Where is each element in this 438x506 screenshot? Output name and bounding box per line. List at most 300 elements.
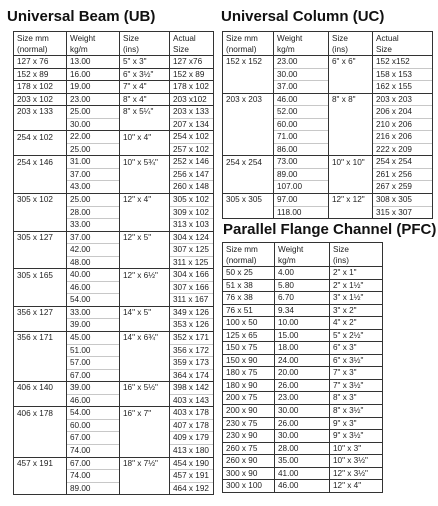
size-mm-cell (14, 470, 67, 483)
size-mm-cell (14, 181, 67, 194)
weight-cell: 97.00 (274, 194, 329, 207)
weight-cell: 46.00 (275, 480, 330, 493)
actual-size-cell: 210 x 206 (373, 118, 433, 131)
size-ins-cell (120, 219, 170, 232)
size-mm-cell (223, 106, 274, 119)
size-mm-cell: 50 x 25 (223, 267, 275, 280)
size-mm-cell: 406 x 140 (14, 382, 67, 395)
size-mm-cell (14, 394, 67, 407)
size-ins-cell (329, 81, 373, 94)
actual-size-cell: 364 x 174 (170, 369, 214, 382)
column-header: Size (329, 32, 373, 45)
actual-size-cell: 304 x 124 (170, 231, 214, 244)
weight-cell: 20.00 (275, 367, 330, 380)
size-mm-cell: 127 x 76 (14, 56, 67, 69)
weight-cell: 25.00 (67, 194, 120, 207)
size-mm-cell (14, 219, 67, 232)
weight-cell: 26.00 (275, 379, 330, 392)
size-mm-cell: 180 x 75 (223, 367, 275, 380)
size-ins-cell: 8" x 3" (330, 392, 383, 405)
size-ins-cell (120, 482, 170, 495)
table-row (223, 181, 433, 194)
size-mm-cell (14, 432, 67, 445)
table-row (14, 106, 214, 119)
header-row (223, 32, 433, 45)
column-header: Weight (275, 243, 330, 256)
actual-size-cell: 457 x 191 (170, 470, 214, 483)
actual-size-cell: 403 x 143 (170, 394, 214, 407)
weight-cell: 25.00 (67, 143, 120, 156)
size-ins-cell: 14" x 5" (120, 306, 170, 319)
size-mm-cell: 254 x 102 (14, 131, 67, 144)
weight-cell: 26.00 (275, 417, 330, 430)
column-header: kg/m (274, 44, 329, 56)
weight-cell: 33.00 (67, 219, 120, 232)
size-mm-cell (223, 143, 274, 156)
actual-size-cell: 307 x 125 (170, 244, 214, 257)
size-mm-cell: 150 x 90 (223, 354, 275, 367)
size-mm-cell: 356 x 127 (14, 306, 67, 319)
table-row (223, 304, 383, 317)
size-ins-cell (120, 319, 170, 332)
size-ins-cell: 8" x 5¼" (120, 106, 170, 119)
table-row (14, 419, 214, 432)
actual-size-cell: 158 x 153 (373, 68, 433, 81)
size-ins-cell (120, 181, 170, 194)
weight-cell: 52.00 (274, 106, 329, 119)
size-mm-cell: 152 x 152 (223, 56, 274, 69)
size-mm-cell (223, 168, 274, 181)
weight-cell: 74.00 (67, 470, 120, 483)
uc-table (222, 31, 433, 219)
size-ins-cell: 12" x 6½" (120, 269, 170, 282)
weight-cell: 28.00 (275, 442, 330, 455)
size-ins-cell: 12" x 5" (120, 231, 170, 244)
actual-size-cell: 207 x 134 (170, 118, 214, 131)
actual-size-cell: 178 x 102 (170, 81, 214, 94)
size-mm-cell: 203 x 102 (14, 93, 67, 106)
weight-cell: 6.70 (275, 292, 330, 305)
column-header: Actual (170, 32, 214, 45)
weight-cell: 30.00 (67, 118, 120, 131)
size-mm-cell: 203 x 203 (223, 93, 274, 106)
size-mm-cell: 305 x 127 (14, 231, 67, 244)
actual-size-cell: 308 x 305 (373, 194, 433, 207)
size-ins-cell (329, 106, 373, 119)
size-ins-cell (120, 444, 170, 457)
header-row (14, 44, 214, 56)
weight-cell: 48.00 (67, 256, 120, 269)
weight-cell: 5.80 (275, 279, 330, 292)
table-row (14, 118, 214, 131)
size-ins-cell: 2" x 1" (330, 267, 383, 280)
size-ins-cell: 4" x 2" (330, 317, 383, 330)
uc-title: Universal Column (UC) (221, 8, 385, 25)
size-ins-cell: 6" x 3½" (120, 68, 170, 81)
actual-size-cell: 252 x 146 (170, 156, 214, 169)
size-mm-cell: 51 x 38 (223, 279, 275, 292)
size-mm-cell: 150 x 75 (223, 342, 275, 355)
weight-cell: 67.00 (67, 369, 120, 382)
actual-size-cell: 254 x 254 (373, 156, 433, 169)
size-mm-cell: 406 x 178 (14, 407, 67, 420)
size-mm-cell: 76 x 38 (223, 292, 275, 305)
actual-size-cell: 349 x 126 (170, 306, 214, 319)
pfc-table (222, 242, 383, 493)
column-header: Size mm (14, 32, 67, 45)
size-ins-cell: 10" x 3" (330, 442, 383, 455)
ub-title: Universal Beam (UB) (7, 8, 156, 25)
size-ins-cell (120, 206, 170, 219)
weight-cell: 89.00 (67, 482, 120, 495)
size-ins-cell (329, 206, 373, 219)
table-row (14, 181, 214, 194)
table-row (223, 168, 433, 181)
weight-cell: 67.00 (67, 457, 120, 470)
table-row (223, 156, 433, 169)
size-mm-cell: 230 x 75 (223, 417, 275, 430)
weight-cell: 23.00 (67, 93, 120, 106)
column-header: (normal) (223, 255, 275, 267)
weight-cell: 37.00 (67, 231, 120, 244)
actual-size-cell: 403 x 178 (170, 407, 214, 420)
size-ins-cell: 6" x 3" (330, 342, 383, 355)
header-row (223, 44, 433, 56)
weight-cell: 41.00 (275, 467, 330, 480)
size-ins-cell: 3" x 2" (330, 304, 383, 317)
size-mm-cell: 305 x 305 (223, 194, 274, 207)
weight-cell: 57.00 (67, 357, 120, 370)
column-header: Size mm (223, 32, 274, 45)
size-mm-cell: 254 x 146 (14, 156, 67, 169)
table-row (223, 56, 433, 69)
table-row (223, 379, 383, 392)
size-ins-cell: 6" x 6" (329, 56, 373, 69)
size-mm-cell (14, 419, 67, 432)
size-mm-cell: 76 x 51 (223, 304, 275, 317)
size-ins-cell (120, 118, 170, 131)
weight-cell: 15.00 (275, 329, 330, 342)
size-ins-cell (120, 281, 170, 294)
column-header: Size (170, 44, 214, 56)
size-ins-cell: 7" x 4" (120, 81, 170, 94)
weight-cell: 23.00 (275, 392, 330, 405)
size-mm-cell: 305 x 102 (14, 194, 67, 207)
table-row (223, 480, 383, 493)
weight-cell: 86.00 (274, 143, 329, 156)
actual-size-cell: 413 x 180 (170, 444, 214, 457)
actual-size-cell: 127 x76 (170, 56, 214, 69)
weight-cell: 37.00 (274, 81, 329, 94)
size-mm-cell (223, 118, 274, 131)
table-row (14, 281, 214, 294)
size-mm-cell: 200 x 75 (223, 392, 275, 405)
size-mm-cell: 203 x 133 (14, 106, 67, 119)
size-ins-cell (329, 168, 373, 181)
table-row (14, 407, 214, 420)
table-row (14, 219, 214, 232)
size-mm-cell: 178 x 102 (14, 81, 67, 94)
table-row (223, 106, 433, 119)
table-row (14, 432, 214, 445)
table-row (14, 68, 214, 81)
size-ins-cell: 8" x 4" (120, 93, 170, 106)
size-mm-cell: 200 x 90 (223, 405, 275, 418)
table-row (223, 292, 383, 305)
table-row (14, 168, 214, 181)
header-row (223, 255, 383, 267)
actual-size-cell: 267 x 259 (373, 181, 433, 194)
column-header: (ins) (329, 44, 373, 56)
actual-size-cell: 309 x 102 (170, 206, 214, 219)
table-row (223, 354, 383, 367)
weight-cell: 28.00 (67, 206, 120, 219)
weight-cell: 9.34 (275, 304, 330, 317)
table-row (223, 194, 433, 207)
weight-cell: 60.00 (67, 419, 120, 432)
size-ins-cell: 10" x 5¾" (120, 156, 170, 169)
table-row (14, 294, 214, 307)
actual-size-cell: 206 x 204 (373, 106, 433, 119)
actual-size-cell: 409 x 179 (170, 432, 214, 445)
actual-size-cell: 307 x 166 (170, 281, 214, 294)
size-ins-cell: 10" x 10" (329, 156, 373, 169)
size-ins-cell: 14" x 6¾" (120, 332, 170, 345)
size-mm-cell (14, 444, 67, 457)
header-row (223, 243, 383, 256)
table-row (223, 405, 383, 418)
weight-cell: 30.00 (274, 68, 329, 81)
actual-size-cell: 216 x 206 (373, 131, 433, 144)
size-ins-cell: 12" x 12" (329, 194, 373, 207)
actual-size-cell: 311 x 167 (170, 294, 214, 307)
size-ins-cell: 3" x 1½" (330, 292, 383, 305)
table-row (223, 342, 383, 355)
size-mm-cell (14, 344, 67, 357)
size-ins-cell (120, 294, 170, 307)
table-row (14, 482, 214, 495)
weight-cell: 40.00 (67, 269, 120, 282)
size-ins-cell: 12" x 4" (330, 480, 383, 493)
weight-cell: 24.00 (275, 354, 330, 367)
size-ins-cell: 16" x 7" (120, 407, 170, 420)
size-mm-cell: 356 x 171 (14, 332, 67, 345)
weight-cell: 37.00 (67, 168, 120, 181)
actual-size-cell: 152 x152 (373, 56, 433, 69)
size-ins-cell (120, 344, 170, 357)
actual-size-cell: 260 x 148 (170, 181, 214, 194)
size-ins-cell (329, 181, 373, 194)
column-header: (normal) (223, 44, 274, 56)
actual-size-cell: 454 x 190 (170, 457, 214, 470)
table-row (223, 118, 433, 131)
table-row (223, 417, 383, 430)
table-row (223, 455, 383, 468)
table-row (223, 279, 383, 292)
size-ins-cell (120, 244, 170, 257)
table-row (14, 470, 214, 483)
size-mm-cell: 300 x 100 (223, 480, 275, 493)
table-row (14, 332, 214, 345)
column-header: (ins) (330, 255, 383, 267)
size-ins-cell: 12" x 3½" (330, 467, 383, 480)
size-mm-cell (14, 244, 67, 257)
table-row (14, 206, 214, 219)
weight-cell: 19.00 (67, 81, 120, 94)
weight-cell: 73.00 (274, 156, 329, 169)
size-ins-cell (120, 357, 170, 370)
ub-table (13, 31, 214, 495)
actual-size-cell: 162 x 155 (373, 81, 433, 94)
size-mm-cell: 180 x 90 (223, 379, 275, 392)
weight-cell: 71.00 (274, 131, 329, 144)
table-row (14, 231, 214, 244)
actual-size-cell: 203 x 133 (170, 106, 214, 119)
table-row (14, 382, 214, 395)
table-row (14, 194, 214, 207)
actual-size-cell: 256 x 147 (170, 168, 214, 181)
actual-size-cell: 315 x 307 (373, 206, 433, 219)
column-header: Size mm (223, 243, 275, 256)
size-ins-cell (120, 256, 170, 269)
weight-cell: 39.00 (67, 382, 120, 395)
size-ins-cell: 5" x 2½" (330, 329, 383, 342)
table-row (14, 344, 214, 357)
weight-cell: 43.00 (67, 181, 120, 194)
weight-cell: 4.00 (275, 267, 330, 280)
weight-cell: 23.00 (274, 56, 329, 69)
size-mm-cell: 300 x 90 (223, 467, 275, 480)
weight-cell: 31.00 (67, 156, 120, 169)
weight-cell: 18.00 (275, 342, 330, 355)
size-mm-cell (223, 68, 274, 81)
column-header: Size (120, 32, 170, 45)
weight-cell: 51.00 (67, 344, 120, 357)
size-ins-cell: 12" x 4" (120, 194, 170, 207)
size-mm-cell (223, 81, 274, 94)
size-ins-cell (120, 168, 170, 181)
size-ins-cell: 10" x 3½" (330, 455, 383, 468)
weight-cell: 42.00 (67, 244, 120, 257)
actual-size-cell: 304 x 166 (170, 269, 214, 282)
weight-cell: 16.00 (67, 68, 120, 81)
weight-cell: 46.00 (67, 394, 120, 407)
table-row (223, 131, 433, 144)
size-ins-cell: 10" x 4" (120, 131, 170, 144)
weight-cell: 22.00 (67, 131, 120, 144)
size-mm-cell: 230 x 90 (223, 430, 275, 443)
size-mm-cell: 305 x 165 (14, 269, 67, 282)
size-mm-cell: 100 x 50 (223, 317, 275, 330)
column-header: Weight (67, 32, 120, 45)
weight-cell: 60.00 (274, 118, 329, 131)
table-row (223, 206, 433, 219)
size-ins-cell (120, 394, 170, 407)
size-mm-cell (14, 118, 67, 131)
size-ins-cell (120, 369, 170, 382)
actual-size-cell: 359 x 173 (170, 357, 214, 370)
size-mm-cell: 254 x 254 (223, 156, 274, 169)
size-ins-cell: 7" x 3" (330, 367, 383, 380)
size-mm-cell (14, 206, 67, 219)
actual-size-cell: 203 x 203 (373, 93, 433, 106)
table-row (14, 444, 214, 457)
size-ins-cell: 5" x 3" (120, 56, 170, 69)
weight-cell: 10.00 (275, 317, 330, 330)
size-mm-cell (223, 181, 274, 194)
table-row (14, 369, 214, 382)
table-row (223, 81, 433, 94)
table-row (223, 367, 383, 380)
table-row (223, 430, 383, 443)
weight-cell: 67.00 (67, 432, 120, 445)
column-header: kg/m (275, 255, 330, 267)
column-header: Weight (274, 32, 329, 45)
weight-cell: 25.00 (67, 106, 120, 119)
weight-cell: 107.00 (274, 181, 329, 194)
weight-cell: 46.00 (274, 93, 329, 106)
weight-cell: 118.00 (274, 206, 329, 219)
actual-size-cell: 311 x 125 (170, 256, 214, 269)
actual-size-cell: 152 x 89 (170, 68, 214, 81)
size-mm-cell (14, 357, 67, 370)
table-row (14, 244, 214, 257)
size-mm-cell: 260 x 75 (223, 442, 275, 455)
size-mm-cell (14, 482, 67, 495)
actual-size-cell: 407 x 178 (170, 419, 214, 432)
actual-size-cell: 313 x 103 (170, 219, 214, 232)
table-row (223, 93, 433, 106)
column-header: (normal) (14, 44, 67, 56)
weight-cell: 13.00 (67, 56, 120, 69)
table-row (223, 143, 433, 156)
weight-cell: 45.00 (67, 332, 120, 345)
table-row (223, 68, 433, 81)
weight-cell: 46.00 (67, 281, 120, 294)
table-row (223, 467, 383, 480)
size-mm-cell (14, 369, 67, 382)
table-row (14, 93, 214, 106)
size-ins-cell: 18" x 7½" (120, 457, 170, 470)
size-ins-cell: 7" x 3½" (330, 379, 383, 392)
column-header: Size (330, 243, 383, 256)
weight-cell: 74.00 (67, 444, 120, 457)
actual-size-cell: 203 x102 (170, 93, 214, 106)
table-row (223, 442, 383, 455)
size-mm-cell: 457 x 191 (14, 457, 67, 470)
actual-size-cell: 305 x 102 (170, 194, 214, 207)
column-header: Size (373, 44, 433, 56)
weight-cell: 54.00 (67, 407, 120, 420)
weight-cell: 30.00 (275, 405, 330, 418)
size-ins-cell: 16" x 5½" (120, 382, 170, 395)
size-ins-cell: 9" x 3" (330, 417, 383, 430)
table-row (14, 269, 214, 282)
table-row (14, 394, 214, 407)
size-ins-cell (329, 118, 373, 131)
size-ins-cell (120, 432, 170, 445)
column-header: kg/m (67, 44, 120, 56)
size-ins-cell: 2" x 1½" (330, 279, 383, 292)
table-row (223, 392, 383, 405)
table-row (14, 319, 214, 332)
size-mm-cell (223, 206, 274, 219)
size-ins-cell (329, 143, 373, 156)
table-row (14, 143, 214, 156)
actual-size-cell: 257 x 102 (170, 143, 214, 156)
table-row (14, 256, 214, 269)
size-ins-cell: 8" x 3½" (330, 405, 383, 418)
